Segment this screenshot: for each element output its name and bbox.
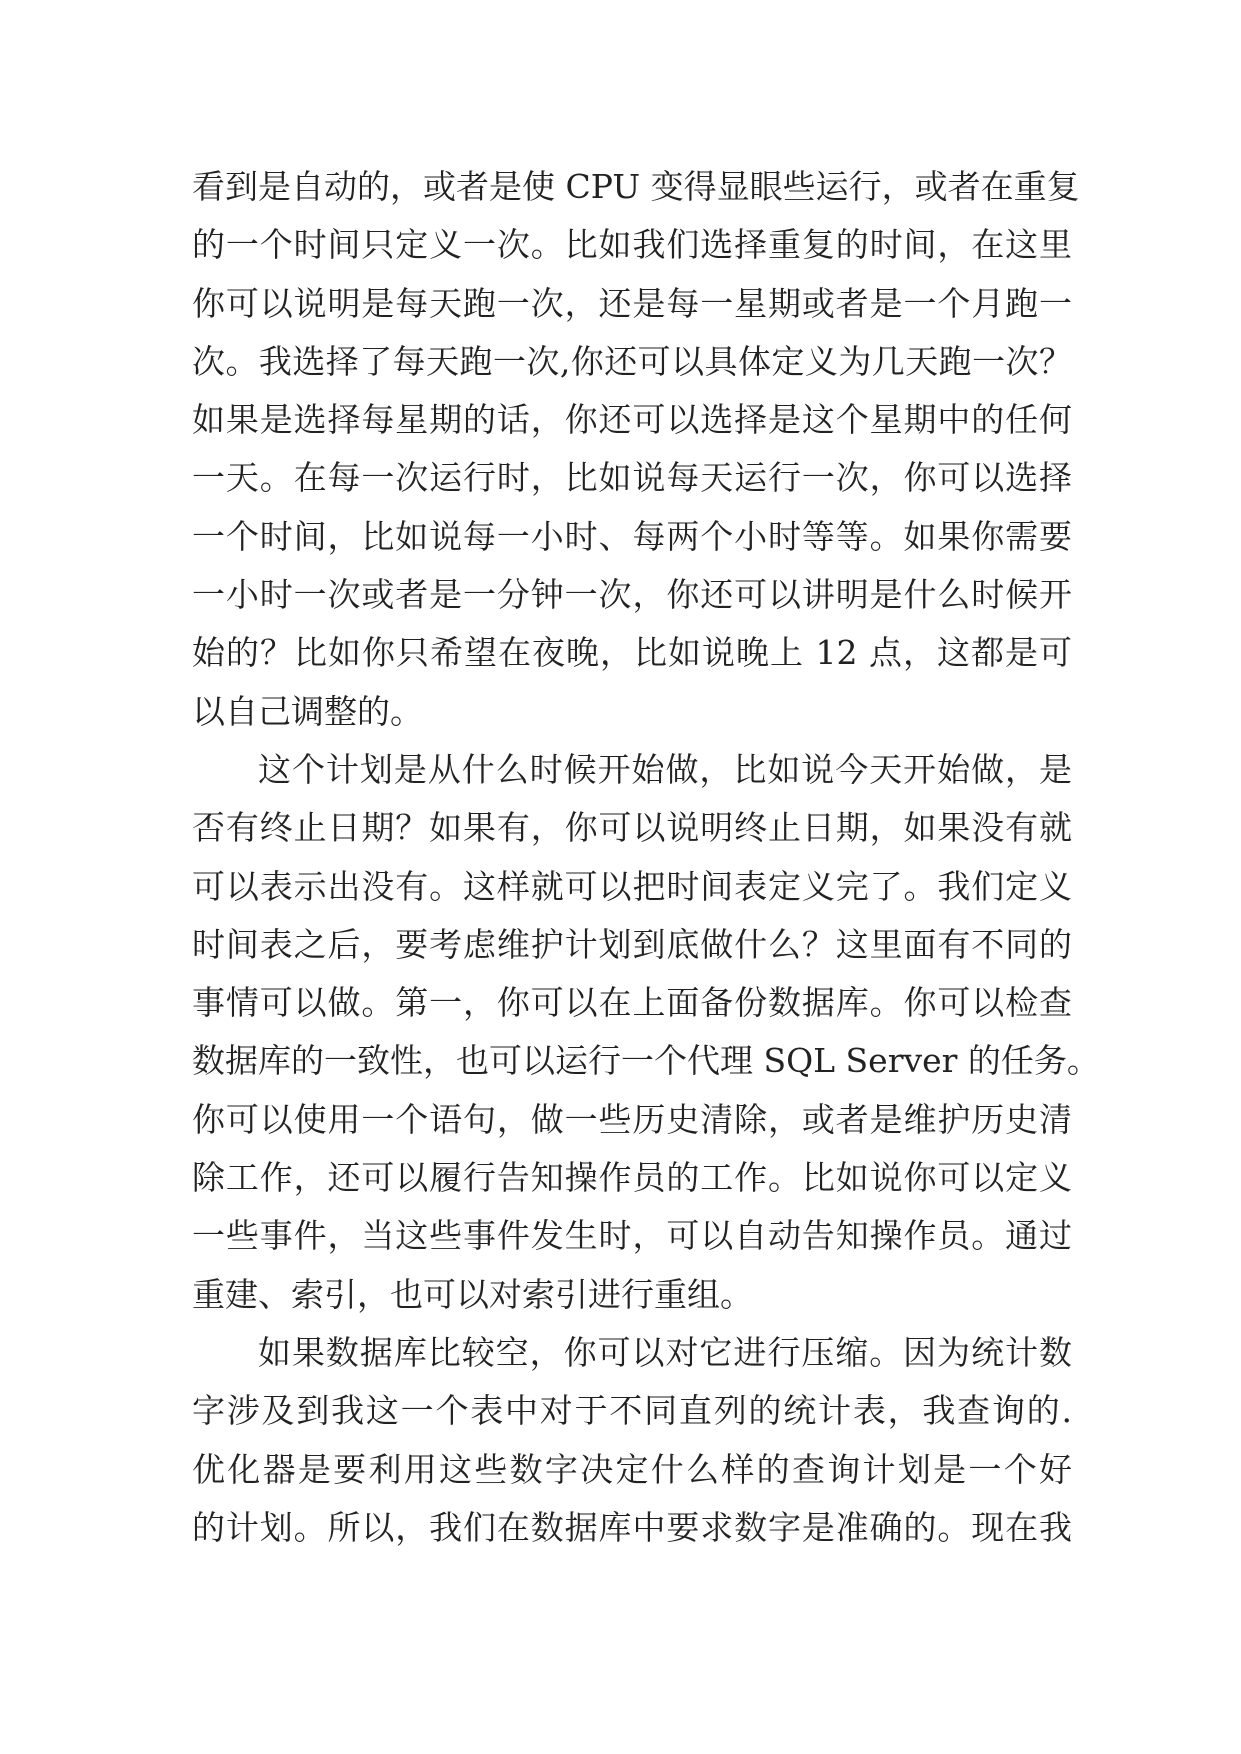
text-line: 事情可以做。第一，你可以在上面备份数据库。你可以检查 (192, 983, 1072, 1023)
text-line: 优化器是要利用这些数字决定什么样的查询计划是一个好 (192, 1449, 1072, 1489)
text-line: 否有终止日期？如果有，你可以说明终止日期，如果没有就 (192, 808, 1072, 848)
text-line: 如果是选择每星期的话，你还可以选择是这个星期中的任何 (192, 400, 1072, 440)
text-line: 的计划。所以，我们在数据库中要求数字是准确的。现在我 (192, 1507, 1072, 1547)
text-line: 如果数据库比较空，你可以对它进行压缩。因为统计数 (258, 1332, 1072, 1372)
document-body (192, 158, 1100, 1557)
text-line: 你可以使用一个语句，做一些历史清除，或者是维护历史清 (192, 1099, 1072, 1139)
text-line: 字涉及到我这一个表中对于不同直列的统计表，我查询的. (192, 1391, 1072, 1431)
text-line: 始的？比如你只希望在夜晚，比如说晚上 12 点，这都是可 (192, 633, 1072, 673)
text-line: 看到是自动的，或者是使 CPU 变得显眼些运行，或者在重复 (192, 167, 1080, 206)
text-line: 一小时一次或者是一分钟一次，你还可以讲明是什么时候开 (192, 575, 1072, 615)
paragraph-3 (192, 1324, 1072, 1557)
text-line: 你可以说明是每天跑一次，还是每一星期或者是一个月跑一 (192, 283, 1072, 323)
text-line: 次。我选择了每天跑一次,你还可以具体定义为几天跑一次？ (192, 341, 1072, 381)
text-line: 重建、索引，也可以对索引进行重组。 (192, 1274, 753, 1314)
text-line: 以自己调整的。 (192, 691, 423, 731)
text-line: 这个计划是从什么时候开始做，比如说今天开始做，是 (258, 749, 1072, 789)
text-line: 一天。在每一次运行时，比如说每天运行一次，你可以选择 (192, 458, 1072, 498)
paragraph-1 (192, 158, 1080, 741)
text-line: 的一个时间只定义一次。比如我们选择重复的时间，在这里 (192, 225, 1072, 265)
paragraph-2 (192, 741, 1100, 1324)
text-line: 除工作，还可以履行告知操作员的工作。比如说你可以定义 (192, 1158, 1072, 1198)
text-line: 数据库的一致性，也可以运行一个代理 SQL Server 的任务。 (192, 1041, 1100, 1081)
text-line: 可以表示出没有。这样就可以把时间表定义完了。我们定义 (192, 866, 1072, 906)
text-line: 一些事件，当这些事件发生时，可以自动告知操作员。通过 (192, 1216, 1072, 1256)
text-line: 时间表之后，要考虑维护计划到底做什么？这里面有不同的 (192, 924, 1072, 964)
text-line: 一个时间，比如说每一小时、每两个小时等等。如果你需要 (192, 516, 1072, 556)
